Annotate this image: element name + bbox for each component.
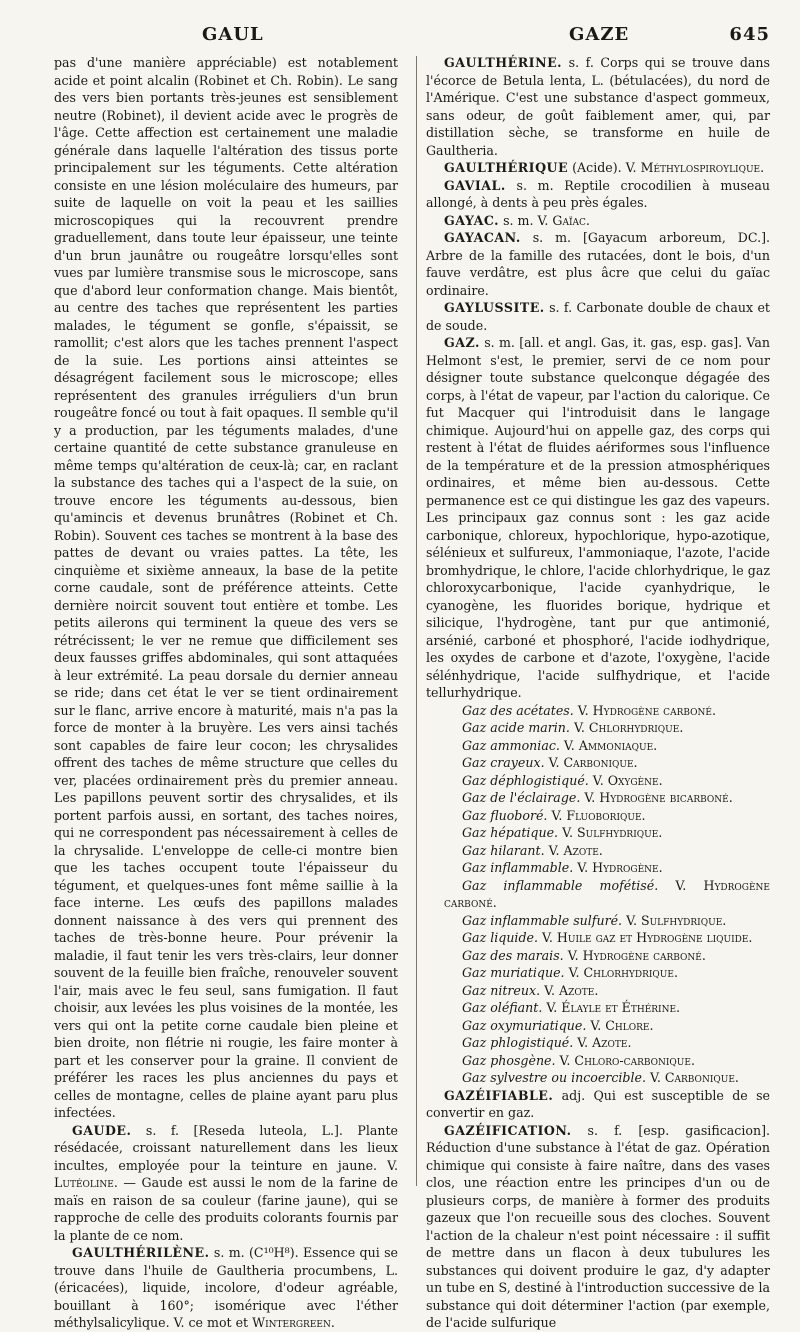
right-column — [426, 54, 770, 1332]
list-item: Gaz ammoniac. V. Ammoniaque. — [462, 737, 658, 753]
headword: GAUDE. — [72, 1122, 132, 1138]
headword: GAZÉIFICATION. — [444, 1122, 572, 1138]
definition: s. m. [all. et angl. Gas, it. gas, esp. gas]. Van Helmont s'est, le premier, servi de ce nom pour désigner toute substance quelconque dégagée des corps, à l'état de vapeur, par l'action du calorique. Ce fut Macquer qui l'introduisit dans le langage chimique. Aujourd'hui on appelle gaz, des corps qui restent à l'état de fluides aériformes sous l'influence de la température et de la pression atmosphériques ordinaires, et même bien au-dessous. Cette permanence est ce qui distingue les gaz des vapeurs. Les principaux gaz connus sont : les gaz acide carbonique, chloreux, hypochlorique, hypo-azotique, sélénieux et sulfureux, l'ammoniaque, l'azote, l'acide bromhydrique, le chlore, l'acide chlorhydrique, le gaz chloroxycarbonique, l'acide cyanhydrique, le cyanogène, les fluorides borique, hydrique et silicique, l'hydrogène, tant pur que antimonié, arsénié, carboné et phosphoré, l'acide iodhydrique, les oxydes de carbone et d'azote, l'oxygène, l'acide sélénhydrique, l'acide sulfhydrique, et l'acide tellurhydrique. — [426, 335, 770, 700]
entry-gaz — [426, 334, 770, 702]
headword: GAULTHÉRIQUE — [444, 160, 569, 175]
list-item: Gaz sylvestre ou incoercible. V. Carbonique. — [462, 1070, 739, 1085]
definition-continued: Gaude est aussi le nom de la farine de maïs en raison de sa couleur (farine jaune), qui se rapproche de celle des produits colorants fournis par la plante de ce nom. — [54, 1175, 398, 1243]
definition: s. m. (C¹⁰H⁸). Essence qui se trouve dans l'huile de Gaultheria procumbens, L. (éricacées), liquide, incolore, d'odeur agréable, bouillant à 160°; isomérique avec l'éther méthylsalicylique. V. ce mot et — [54, 1245, 399, 1330]
definition: s. f. Carbonate double de chaux et de soude. — [426, 300, 770, 333]
list-item: Gaz crayeux. V. Carbonique. — [462, 755, 638, 770]
list-item: Gaz phosgène. V. Chloro-carbonique. — [462, 1052, 695, 1068]
list-item: Gaz déphlogistiqué. V. Oxygène. — [462, 772, 663, 788]
definition: (Acide). V. — [572, 160, 637, 175]
page-number: 645 — [729, 24, 770, 45]
headword: GAYLUSSITE. — [444, 300, 545, 315]
cross-reference: Méthylospiroylique. — [640, 160, 765, 175]
list-item: Gaz hilarant. V. Azote. — [462, 842, 603, 858]
definition: s. m. V. — [503, 212, 549, 228]
headword: GAZÉIFIABLE. — [444, 1087, 554, 1103]
list-item: Gaz des acétates. V. Hydrogène carboné. — [462, 702, 716, 718]
entry-gazeifiable — [426, 1087, 770, 1122]
list-item: Gaz muriatique. V. Chlorhydrique. — [462, 965, 678, 980]
headword: GAYAC. — [444, 212, 500, 228]
list-item: Gaz de l'éclairage. V. Hydrogène bicarboné. — [462, 790, 733, 805]
gas-synonym-list — [426, 702, 770, 1087]
list-item: Gaz liquide. V. Huile gaz et Hydrogène liquide. — [462, 930, 753, 945]
headword: GAYACAN. — [444, 230, 521, 245]
list-item: Gaz nitreux. V. Azote. — [462, 982, 599, 998]
definition: s. f. [Reseda luteola, L.]. Plante résédacée, croissant naturellement dans les lieux incultes, employée pour la teinture en jaune. V. — [54, 1122, 398, 1173]
list-item: Gaz hépatique. V. Sulfhydrique. — [462, 825, 663, 840]
list-item: Gaz acide marin. V. Chlorhydrique. — [462, 720, 684, 735]
entry-gavial — [426, 177, 770, 212]
headword: GAZ. — [444, 335, 480, 350]
list-item: Gaz des marais. V. Hydrogène carboné. — [462, 947, 706, 963]
definition: s. f. Corps qui se trouve dans l'écorce de Betula lenta, L. (bétulacées), du nord de l'Amérique. C'est une substance d'aspect gommeux, sans odeur, de goût faiblement amer, qui, par distillation sèche, se transforme en huile de Gaultheria. — [426, 55, 770, 158]
continued-paragraph: pas d'une manière appréciable) est notablement acide et point alcalin (Robinet et Ch. Robin). Le sang des vers bien portants très-jeunes est sensiblement neutre (Robinet), il devient acide avec le progrès de l'âge. Cette affection est certainement une maladie générale dans laquelle l'altération des tissus porte principalement sur les téguments. Cette altération consiste en une lésion moléculaire des humeurs, par suite de laquelle on voit la peau et les saillies microscopiques qui la recouvrent prendre graduellement, dans toute leur épaisseur, une teinte d'un brun jaunâtre ou rougeâtre lorsqu'elles sont vues par lumière transmise sous le microscope, sans que d'abord leur conformation change. Mais bientôt, au centre des taches que représentent les parties malades, le tégument se gonfle, s'épaissit, se ramollit; c'est alors que les taches prennent l'aspect de la suie. Les portions ainsi atteintes se désagrégent facilement sous le microscope; elles représentent des granules irréguliers d'un brun rougeâtre foncé ou tout à fait opaques. Il semble qu'il y a production, par les téguments malades, d'une certaine quantité de cette substance granuleuse en même temps qu'altération de ceux-là; car, en raclant la substance des taches qui a l'aspect de la suie, on trouve encore les téguments au-dessous, bien qu'amincis et devenus brunâtres (Robinet et Ch. Robin). Souvent ces taches se montrent à la base des pattes de devant ou vraies pattes. La tête, les cinquième et sixième anneaux, la base de la petite corne caudale, sont de préférence atteints. Cette dernière noircit souvent tout entière et tombe. Les petits ailerons qui terminent la queue des vers se rétrécissent; le ver ne remue que difficilement ses deux fausses griffes abdominales, qui sont attaquées à leur extrémité. La peau dorsale du dernier anneau se ride; dans cet état le ver se tient ordinairement sur le flanc, arrive encore à maturité, mais n'a pas la force de monter à la bruyère. Les vers ainsi tachés sont capables de faire leur cocon; les chrysalides offrent des taches de même structure que celles du ver, placées ordinairement près du premier anneau. Les papillons peuvent sortir des chrysalides, et ils portent parfois aussi, en sortant, des taches noires, qui ne correspondent pas nécessairement à celles de la chrysalide. L'enveloppe de celle-ci montre bien que les taches occupent toute l'épaisseur du tégument, et quelques-unes font même saillie à la face interne. Les œufs des papillons malades donnent naissance à des vers qui prennent des taches de très-bonne heure. Pour prévenir la maladie, il faut tenir les vers très-clairs, leur donner souvent de la feuille bien fraîche, renouveler souvent l'air, mais avec le feu seul, sans fumigation. Il faut choisir, aux levées les plus voisines de la montée, les vers qui ont la petite corne caudale bien pleine et bien droite, non flétrie ni rougie, les faire monter à part et les conserver pour la graine. Il convient de préférer les races les plus anciennes du pays et celles de montagne, celles de plaine ayant paru plus infectées. — [54, 55, 398, 1120]
definition: s. m. Reptile crocodilien à museau allongé, à dents à peu près égales. — [426, 177, 770, 210]
list-item: Gaz phlogistiqué. V. Azote. — [462, 1035, 632, 1050]
entry-gaultherine — [426, 54, 770, 159]
list-item: Gaz inflammable sulfuré. V. Sulfhydrique. — [462, 912, 727, 928]
entry-gaude — [54, 1122, 398, 1245]
headword: GAVIAL. — [444, 177, 506, 193]
columns — [54, 54, 770, 1332]
definition: s. f. [esp. gasificacion]. Réduction d'une substance à l'état de gaz. Opération chimique qui consiste à faire naître, dans des vases clos, une réaction entre les principes d'un ou de plusieurs corps, de manière à former des produits gazeux que l'on recueille sous des cloches. Souvent l'action de la chaleur n'est point nécessaire : il suffit de mettre dans un flacon à deux tubulures les substances qui doivent produire le gaz, d'y adapter un tube en S, destiné à l'introduction successive de la substance qui doit déterminer l'action (par exemple, de l'acide sulfurique — [426, 1122, 770, 1330]
list-item: Gaz fluoboré. V. Fluoborique. — [462, 807, 646, 823]
entry-gaultherilene — [54, 1244, 398, 1332]
cross-reference: Wintergreen. — [252, 1315, 335, 1330]
definition: s. m. [Gayacum arboreum, DC.]. Arbre de la famille des rutacées, dont le bois, d'un fauve verdâtre, est plus âcre que celui du gaïac ordinaire. — [426, 230, 770, 298]
entry-gayac — [426, 212, 770, 230]
definition: adj. Qui est susceptible de se convertir en gaz. — [426, 1087, 770, 1120]
entry-gaylussite — [426, 299, 770, 334]
left-column — [54, 54, 398, 1332]
entry-gaultherique — [426, 159, 770, 177]
running-head-center: GAZE — [569, 24, 630, 45]
cross-reference: Lutéoline. — — [54, 1175, 137, 1190]
entry-gazeification — [426, 1122, 770, 1332]
headword: GAULTHÉRILÈNE. — [72, 1245, 210, 1260]
list-item: Gaz oléfiant. V. Élayle et Éthérine. — [462, 1000, 681, 1015]
headword: GAULTHÉRINE. — [444, 55, 563, 70]
list-item: Gaz inflammable. V. Hydrogène. — [462, 860, 663, 875]
list-item: Gaz inflammable mofétisé. V. Hydrogène carboné. — [444, 877, 770, 910]
entry-gayacan — [426, 229, 770, 299]
running-head — [54, 24, 770, 50]
list-item: Gaz oxymuriatique. V. Chlore. — [462, 1017, 654, 1033]
cross-reference: Gaïac. — [552, 212, 590, 228]
column-divider — [416, 56, 417, 1186]
running-head-left: GAUL — [202, 24, 264, 45]
